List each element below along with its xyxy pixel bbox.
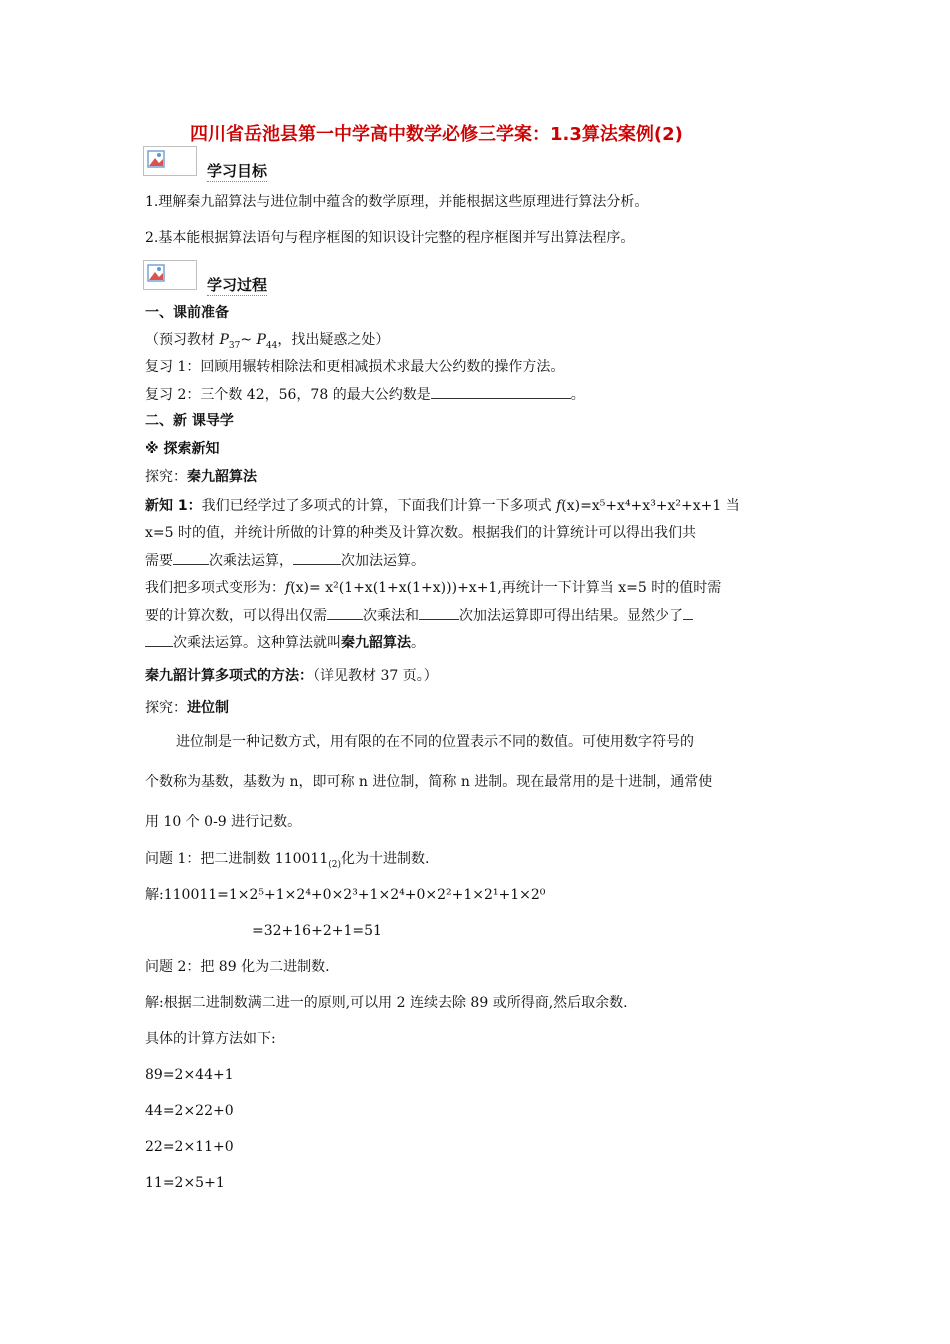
solution-2-line1: 解:根据二进制数满二进一的原则,可以用 2 连续去除 89 或所得商,然后取余数. bbox=[145, 995, 628, 1011]
answer-blank bbox=[419, 605, 459, 620]
transform-line3: 次乘法运算。这种算法就叫秦九韶算法。 bbox=[145, 632, 425, 653]
answer-blank bbox=[431, 384, 571, 399]
new-knowledge-1-line2: x=5 时的值，并统计所做的计算的种类及计算次数。根据我们的计算统计可以得出我们共 bbox=[145, 525, 696, 541]
base-para-line1: 进位制是一种记数方式，用有限的在不同的位置表示不同的数值。可使用数字符号的 bbox=[176, 734, 694, 750]
division-step: 89=2×44+1 bbox=[145, 1067, 234, 1083]
answer-blank bbox=[173, 550, 209, 565]
qinjiushao-method: 秦九韶计算多项式的方法：（详见教材 37 页。） bbox=[145, 668, 438, 684]
division-step: 22=2×11+0 bbox=[145, 1139, 234, 1155]
answer-blank bbox=[327, 605, 363, 620]
part1-heading: 一、课前准备 bbox=[145, 305, 229, 321]
transform-line1: 我们把多项式变形为：f(x)= x²(1+x(1+x(1+x)))+x+1,再统计一下计算当 x=5 时的值时需 bbox=[145, 580, 722, 596]
solution-1-line2: =32+16+2+1=51 bbox=[252, 923, 382, 939]
question-1: 问题 1：把二进制数 $110011_{(2)}$化为十进制数. bbox=[145, 851, 430, 870]
explore-qinjiushao: 探究：秦九韶算法 bbox=[145, 469, 257, 485]
answer-blank bbox=[293, 550, 341, 565]
section-heading-process: 学习过程 bbox=[207, 276, 268, 294]
answer-blank bbox=[145, 632, 173, 647]
new-knowledge-1-line1: 新知 1：我们已经学过了多项式的计算，下面我们计算一下多项式 f(x)=x⁵+x⁴+x³+x²+x+1 当 bbox=[145, 498, 740, 514]
division-step: 44=2×22+0 bbox=[145, 1103, 234, 1119]
image-icon bbox=[147, 150, 165, 168]
broken-image-placeholder bbox=[143, 146, 197, 176]
goal-item-2: 2.基本能根据算法语句与程序框图的知识设计完整的程序框图并写出算法程序。 bbox=[145, 230, 635, 246]
review-1: 复习 1：回顾用辗转相除法和更相减损术求最大公约数的操作方法。 bbox=[145, 359, 565, 375]
preview-note: （预习教材 $P_{37}\sim$ $P_{44}$，找出疑惑之处） bbox=[145, 332, 390, 351]
division-step: 11=2×5+1 bbox=[145, 1175, 225, 1191]
broken-image-placeholder bbox=[143, 260, 197, 290]
transform-line2: 要的计算次数，可以得出仅需 次乘法和 次加法运算即可得出结果。显然少了 bbox=[145, 605, 693, 626]
section-heading-goals: 学习目标 bbox=[207, 162, 268, 180]
explore-heading: ※ 探索新知 bbox=[145, 441, 220, 457]
answer-blank bbox=[683, 605, 693, 620]
solution-1-line1: 解:110011=1×2⁵+1×2⁴+0×2³+1×2⁴+0×2²+1×2¹+1×2⁰ bbox=[145, 887, 546, 903]
solution-2-line2: 具体的计算方法如下: bbox=[145, 1031, 276, 1047]
base-para-line2: 个数称为基数，基数为 n，即可称 n 进位制，简称 n 进制。现在最常用的是十进制，通常使 bbox=[145, 774, 713, 790]
explore-base-system: 探究：进位制 bbox=[145, 700, 229, 716]
part2-heading: 二、新 课导学 bbox=[145, 413, 234, 429]
image-icon bbox=[147, 264, 165, 282]
question-2: 问题 2：把 89 化为二进制数. bbox=[145, 959, 330, 975]
review-2: 复习 2：三个数 42，56，78 的最大公约数是 。 bbox=[145, 384, 585, 405]
goal-item-1: 1.理解秦九韶算法与进位制中蕴含的数学原理，并能根据这些原理进行算法分析。 bbox=[145, 194, 649, 210]
base-para-line3: 用 10 个 0-9 进行记数。 bbox=[145, 814, 302, 830]
new-knowledge-1-line3: 需要 次乘法运算， 次加法运算。 bbox=[145, 550, 425, 571]
page-title: 四川省岳池县第一中学高中数学必修三学案：1.3算法案例(2) bbox=[190, 124, 683, 145]
